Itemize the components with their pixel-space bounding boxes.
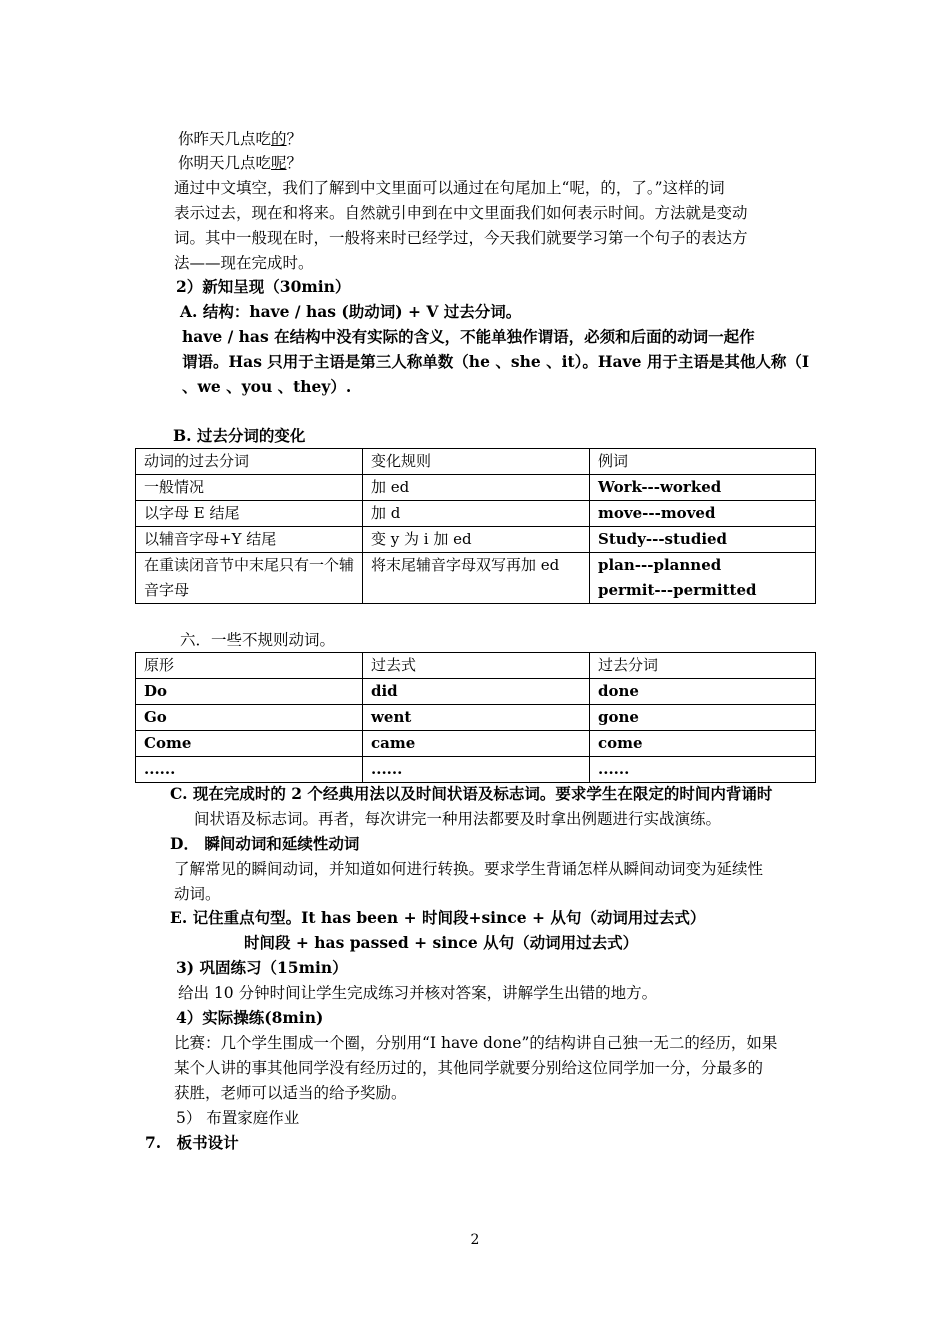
table-cell: 在重读闭音节中末尾只有一个辅音字母 bbox=[136, 553, 363, 604]
table-row bbox=[136, 475, 816, 501]
section-d-line: 动词。 bbox=[174, 885, 221, 903]
table-cell: Do bbox=[136, 679, 363, 705]
table-cell: came bbox=[363, 731, 590, 757]
example-word: permit---permitted bbox=[598, 581, 757, 599]
section-e-line: 时间段 + has passed + since 从句（动词用过去式） bbox=[244, 933, 639, 952]
section-4-heading: 4）实际操练(8min) bbox=[176, 1008, 324, 1027]
table-row bbox=[136, 731, 816, 757]
question-1-marked-word: 的 bbox=[271, 130, 287, 148]
table-row bbox=[136, 757, 816, 783]
section-b-heading: B. 过去分词的变化 bbox=[173, 426, 306, 445]
table-cell: Come bbox=[136, 731, 363, 757]
section-e-line: E. 记住重点句型。It has been + 时间段+since + 从句（动词用过去式） bbox=[170, 908, 706, 927]
table-cell: Go bbox=[136, 705, 363, 731]
table-cell: did bbox=[363, 679, 590, 705]
question-2-suffix: ？ bbox=[286, 154, 303, 172]
irregular-heading: 六．一些不规则动词。 bbox=[180, 631, 336, 649]
table-row bbox=[136, 501, 816, 527]
table-cell: 变 y 为 i 加 ed bbox=[363, 527, 590, 553]
table-cell: move---moved bbox=[590, 501, 816, 527]
table-row bbox=[136, 527, 816, 553]
table-cell: ...... bbox=[590, 757, 816, 783]
table-cell: ...... bbox=[136, 757, 363, 783]
table-cell: went bbox=[363, 705, 590, 731]
section-4-line: 获胜，老师可以适当的给予奖励。 bbox=[174, 1084, 407, 1102]
table-cell: Study---studied bbox=[590, 527, 816, 553]
table-row bbox=[136, 705, 816, 731]
section-3-heading: 3) 巩固练习（15min） bbox=[176, 958, 348, 977]
table-cell: done bbox=[590, 679, 816, 705]
intro-question-1 bbox=[178, 129, 302, 149]
section-2-heading: 2）新知呈现（30min） bbox=[176, 277, 351, 296]
header-cell: 变化规则 bbox=[363, 449, 590, 475]
question-1-suffix: ？ bbox=[286, 130, 303, 148]
example-word: plan---planned bbox=[598, 556, 722, 574]
intro-paragraph-line: 表示过去，现在和将来。自然就引申到在中文里面我们如何表示时间。方法就是变动 bbox=[174, 204, 748, 222]
section-5-heading: 5） 布置家庭作业 bbox=[176, 1109, 300, 1127]
section-c-line: 间状语及标志词。再者，每次讲完一种用法都要及时拿出例题进行实战演练。 bbox=[194, 810, 722, 828]
table-cell: Work---worked bbox=[590, 475, 816, 501]
header-cell: 过去分词 bbox=[590, 653, 816, 679]
section-a-structure: A. 结构：have / has (助动词) + V 过去分词。 bbox=[180, 302, 522, 321]
table-cell: 一般情况 bbox=[136, 475, 363, 501]
section-d-heading: D． 瞬间动词和延续性动词 bbox=[170, 834, 360, 853]
table-row bbox=[136, 553, 816, 604]
header-cell: 例词 bbox=[590, 449, 816, 475]
table-cell-examples bbox=[590, 553, 816, 604]
table-header-row bbox=[136, 653, 816, 679]
header-cell: 动词的过去分词 bbox=[136, 449, 363, 475]
table-cell: 加 ed bbox=[363, 475, 590, 501]
question-1-prefix: 你昨天几点吃 bbox=[178, 130, 272, 148]
section-7-heading: 7. 板书设计 bbox=[145, 1133, 239, 1152]
section-a-description-line: 谓语。Has 只用于主语是第三人称单数（he 、she 、it）。Have 用于主语是其他人称（I bbox=[182, 352, 810, 371]
section-4-line: 某个人讲的事其他同学没有经历过的，其他同学就要分别给这位同学加一分，分最多的 bbox=[174, 1059, 764, 1077]
table-cell: ...... bbox=[363, 757, 590, 783]
intro-paragraph-line: 法——现在完成时。 bbox=[174, 254, 314, 272]
section-4-line: 比赛：几个学生围成一个圈，分别用“I have done”的结构讲自己独一无二的经历，如果 bbox=[174, 1034, 778, 1052]
page-number: 2 bbox=[470, 1232, 480, 1248]
participle-table bbox=[135, 448, 816, 604]
section-a-description-line: have / has 在结构中没有实际的含义，不能单独作谓语，必须和后面的动词一起作 bbox=[182, 327, 755, 346]
intro-paragraph-line: 词。其中一般现在时，一般将来时已经学过，今天我们就要学习第一个句子的表达方 bbox=[174, 229, 748, 247]
question-2-prefix: 你明天几点吃 bbox=[178, 154, 272, 172]
table-cell: 以字母 E 结尾 bbox=[136, 501, 363, 527]
table-cell: 加 d bbox=[363, 501, 590, 527]
table-cell: 以辅音字母+Y 结尾 bbox=[136, 527, 363, 553]
section-3-line: 给出 10 分钟时间让学生完成练习并核对答案，讲解学生出错的地方。 bbox=[178, 984, 658, 1002]
table-cell: 将末尾辅音字母双写再加 ed bbox=[363, 553, 590, 604]
table-header-row bbox=[136, 449, 816, 475]
intro-question-2 bbox=[178, 153, 302, 173]
table-row bbox=[136, 679, 816, 705]
irregular-verbs-table bbox=[135, 652, 816, 783]
intro-paragraph-line: 通过中文填空，我们了解到中文里面可以通过在句尾加上“呢，的，了。”这样的词 bbox=[174, 179, 725, 197]
question-2-marked-word: 呢 bbox=[271, 154, 287, 172]
section-c-line: C. 现在完成时的 2 个经典用法以及时间状语及标志词。要求学生在限定的时间内背诵时 bbox=[170, 784, 773, 803]
header-cell: 过去式 bbox=[363, 653, 590, 679]
section-a-description-line: 、we 、you 、they）. bbox=[182, 377, 352, 396]
table-cell: gone bbox=[590, 705, 816, 731]
table-cell: come bbox=[590, 731, 816, 757]
section-d-line: 了解常见的瞬间动词，并知道如何进行转换。要求学生背诵怎样从瞬间动词变为延续性 bbox=[174, 860, 764, 878]
header-cell: 原形 bbox=[136, 653, 363, 679]
